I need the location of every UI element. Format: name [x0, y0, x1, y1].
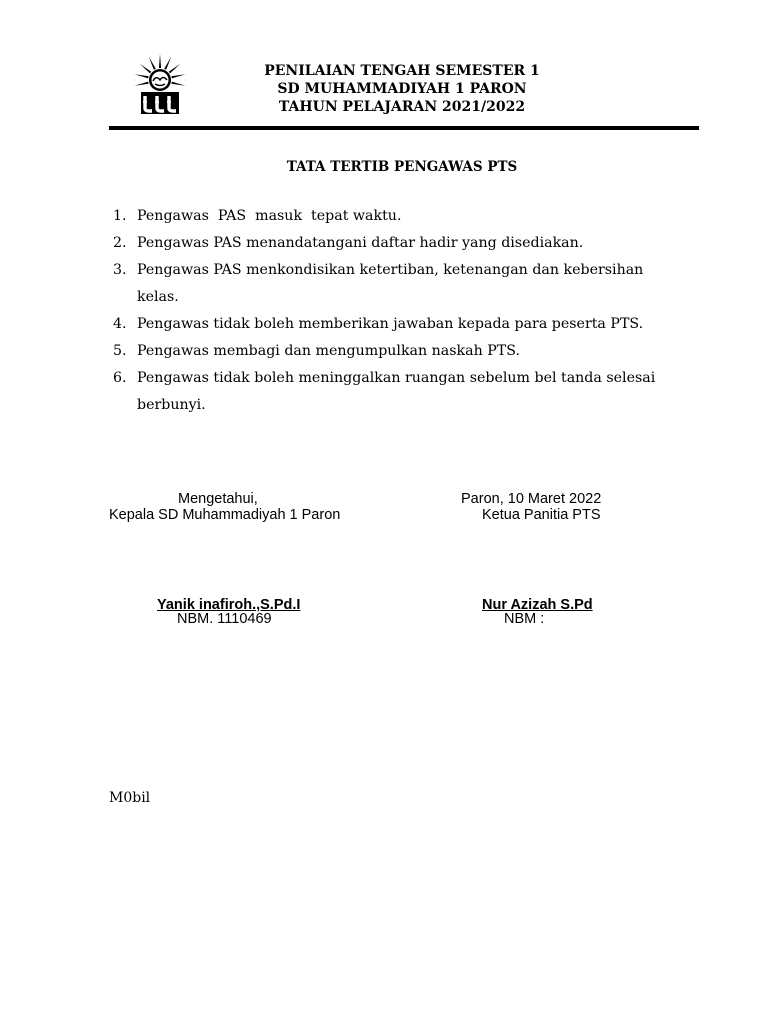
signature-left-role: Kepala SD Muhammadiyah 1 Paron [109, 507, 341, 523]
list-item [113, 365, 693, 419]
list-item [113, 338, 693, 365]
signature-right-id: NBM : [504, 611, 545, 627]
list-item-number: 2. [113, 235, 127, 251]
list-item [113, 311, 693, 338]
list-item-text: Pengawas PAS menkondisikan ketertiban, ketenangan dan kebersihan kelas. [137, 262, 648, 305]
list-item-number: 4. [113, 316, 127, 332]
list-item-text: Pengawas PAS masuk tepat waktu. [137, 208, 402, 224]
header-line-1: PENILAIAN TENGAH SEMESTER 1 [264, 63, 540, 79]
signature-right-date: Paron, 10 Maret 2022 [461, 491, 602, 507]
signature-left-id: NBM. 1110469 [177, 611, 272, 627]
list-item [113, 257, 679, 311]
signature-right-role: Ketua Panitia PTS [482, 507, 601, 523]
list-item-number: 6. [113, 370, 127, 386]
list-item-number: 5. [113, 343, 127, 359]
signature-left-greeting: Mengetahui, [178, 491, 258, 507]
header-line-2: SD MUHAMMADIYAH 1 PARON [277, 81, 527, 97]
header-line-3: TAHUN PELAJARAN 2021/2022 [278, 99, 526, 115]
header-divider [109, 126, 699, 130]
list-item-text: Pengawas tidak boleh memberikan jawaban kepada para peserta PTS. [137, 316, 644, 332]
list-item-text: Pengawas PAS menandatangani daftar hadir yang disediakan. [137, 235, 584, 251]
document-title: TATA TERTIB PENGAWAS PTS [286, 159, 518, 175]
footer-note: M0bil [109, 790, 151, 806]
signature-right-name: Nur Azizah S.Pd [482, 597, 593, 613]
list-item [113, 203, 693, 230]
list-item-number: 1. [113, 208, 127, 224]
list-item-text: Pengawas tidak boleh meninggalkan ruangan sebelum bel tanda selesai berbunyi. [137, 370, 660, 413]
list-item [113, 230, 693, 257]
signature-left-name: Yanik inafiroh.,S.Pd.I [157, 597, 301, 613]
list-item-text: Pengawas membagi dan mengumpulkan naskah PTS. [137, 343, 520, 359]
list-item-number: 3. [113, 262, 127, 278]
muhammadiyah-sun-logo-icon [126, 50, 194, 118]
